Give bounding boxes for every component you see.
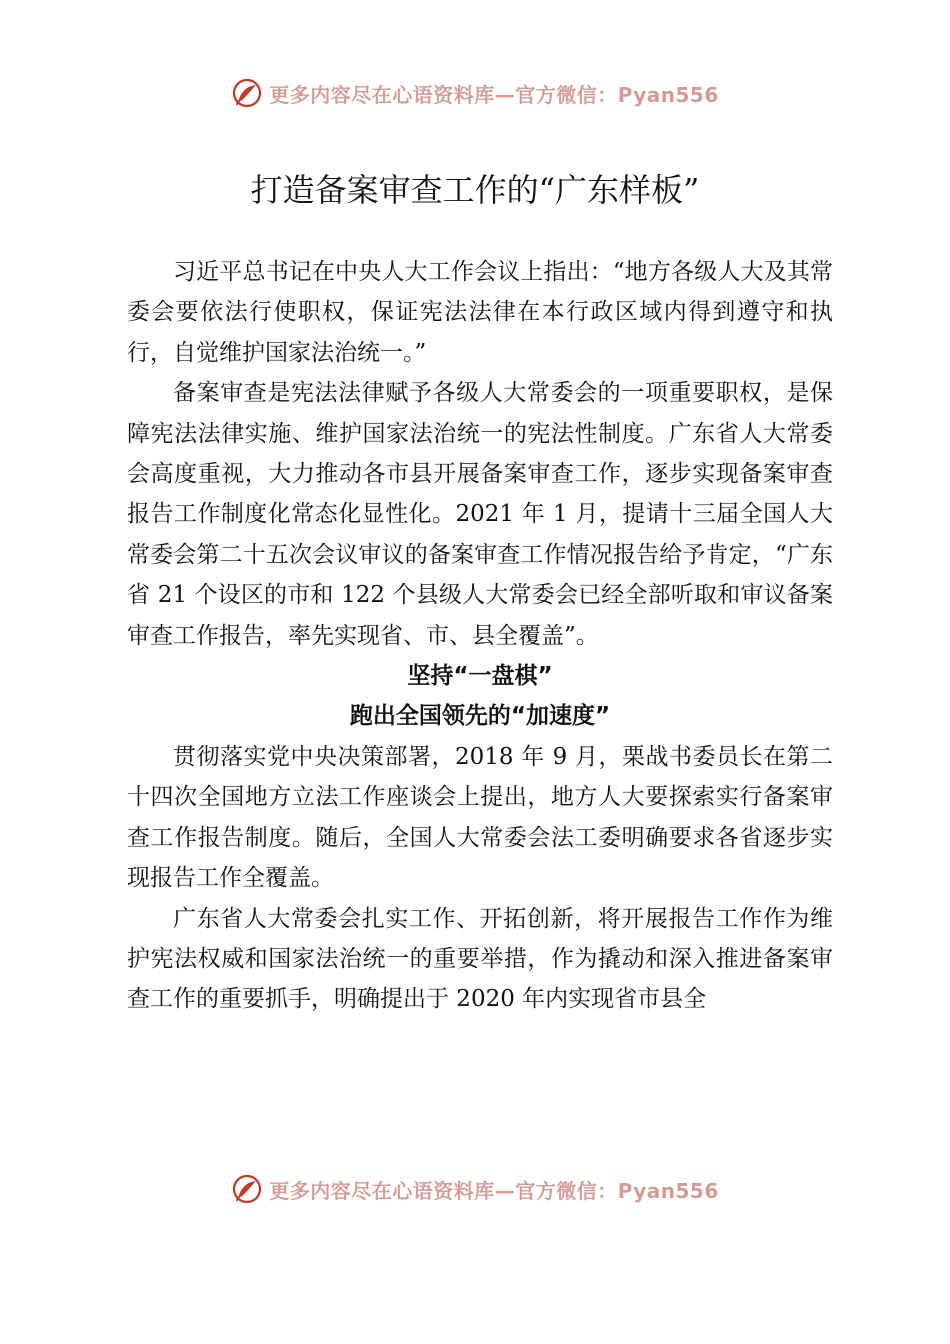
subheading-line-1: 坚持“一盘棋” xyxy=(407,663,553,690)
footer-watermark xyxy=(0,1169,950,1209)
watermark-text: 更多内容尽在心语资料库—官方微信：Pyan556 xyxy=(269,82,719,107)
header-watermark xyxy=(0,73,950,113)
subheading-line-2: 跑出全国领先的“加速度” xyxy=(349,703,611,730)
intro-paragraph-2: 备案审查是宪法法律赋予各级人大常委会的一项重要职权，是保障宪法法律实施、维护国家法治统一的宪法性制度。广东省人大常委会高度重视，大力推动各市县开展备案审查工作，逐步实现备案审查报告工作制度化常态化显性化。2021 年 1 月，提请十三届全国人大常委会第二十五次会议审议的备案审查工作情况报告给予肯定，“广东省 21 个设区的市和 122 个县级人大常委会已经全部听取和审议备案审查工作报告，率先实现省、市、县全覆盖”。 xyxy=(127,380,833,649)
article-title: 打造备案审查工作的“广东样板” xyxy=(250,171,700,209)
logo-icon xyxy=(231,77,263,109)
logo-icon xyxy=(231,1173,263,1205)
body-paragraph-2: 广东省人大常委会扎实工作、开拓创新，将开展报告工作作为维护宪法权威和国家法治统一的重要举措，作为撬动和深入推进备案审查工作的重要抓手，明确提出于 2020 年内实现省市县全 xyxy=(127,905,833,1013)
intro-paragraph-1: 习近平总书记在中央人大工作会议上指出：“地方各级人大及其常委会要依法行使职权，保证宪法法律在本行政区域内得到遵守和执行，自觉维护国家法治统一。” xyxy=(127,259,833,366)
watermark-text: 更多内容尽在心语资料库—官方微信：Pyan556 xyxy=(269,1178,719,1203)
article-body xyxy=(127,252,833,1020)
body-paragraph-1: 贯彻落实党中央决策部署，2018 年 9 月，栗战书委员长在第二十四次全国地方立法工作座谈会上提出，地方人大要探索实行备案审查工作报告制度。随后，全国人大常委会法工委明确要求各省逐步实现报告工作全覆盖。 xyxy=(127,743,833,892)
